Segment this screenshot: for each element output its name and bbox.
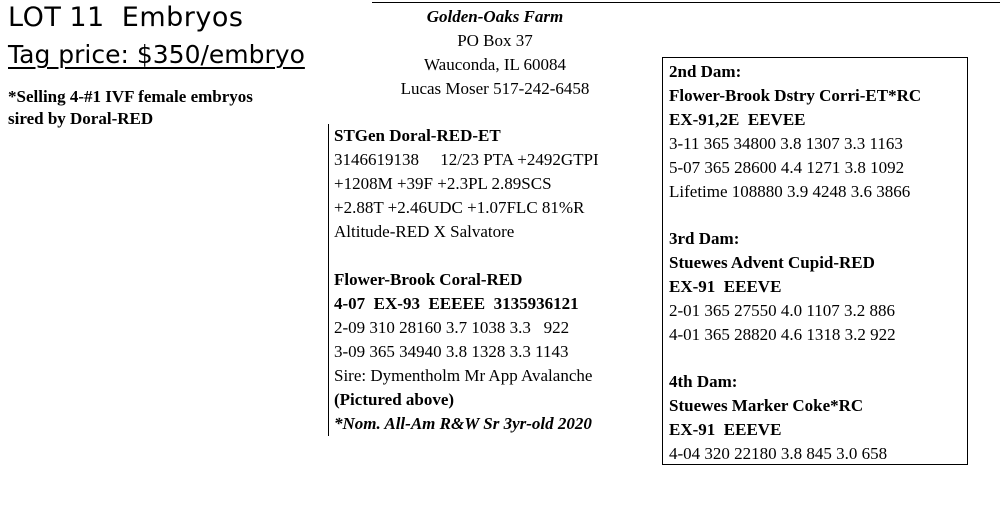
second-dam-record: Lifetime 108880 3.9 4248 3.6 3866 xyxy=(669,182,911,201)
second-dam-header: 2nd Dam: xyxy=(669,62,742,81)
farm-city: Wauconda, IL 60084 xyxy=(424,55,566,74)
pedigree-sire-dam xyxy=(328,124,654,436)
lot-title xyxy=(8,2,243,33)
selling-note-line: sired by Doral-RED xyxy=(8,109,154,128)
dam-nomination: *Nom. All-Am R&W Sr 3yr-old 2020 xyxy=(334,414,592,433)
fourth-dam-classification: EX-91 EEEVE xyxy=(669,420,782,439)
fourth-dam-record: 4-04 320 22180 3.8 845 3.0 658 xyxy=(669,444,888,463)
pedigree-box xyxy=(662,57,968,465)
farm-contact: Lucas Moser 517-242-6458 xyxy=(400,79,590,98)
second-dam-classification: EX-91,2E EEVEE xyxy=(669,110,806,129)
dam-pictured-note: (Pictured above) xyxy=(334,390,455,409)
sire-info-line: 3146619138 12/23 PTA +2492GTPI xyxy=(334,150,599,169)
selling-note xyxy=(8,86,308,130)
dam-name: Flower-Brook Coral-RED xyxy=(334,270,523,289)
tag-price: Tag price: $350/embryo xyxy=(8,40,305,69)
dam-sire: Sire: Dymentholm Mr App Avalanche xyxy=(334,366,593,385)
selling-note-line: *Selling 4-#1 IVF female embryos xyxy=(8,87,253,106)
lot-kind: Embryos xyxy=(121,2,244,33)
third-dam-name: Stuewes Advent Cupid-RED xyxy=(669,253,875,272)
sire-info-line: +2.88T +2.46UDC +1.07FLC 81%R xyxy=(334,198,585,217)
dam-record: 2-09 310 28160 3.7 1038 3.3 922 xyxy=(334,318,570,337)
farm-info xyxy=(370,5,620,101)
second-dam-record: 3-11 365 34800 3.8 1307 3.3 1163 xyxy=(669,134,903,153)
third-dam-classification: EX-91 EEEVE xyxy=(669,277,782,296)
sire-info-line: Altitude-RED X Salvatore xyxy=(334,222,515,241)
third-dam-record: 4-01 365 28820 4.6 1318 3.2 922 xyxy=(669,325,896,344)
farm-name: Golden-Oaks Farm xyxy=(426,7,564,26)
dam-classification: 4-07 EX-93 EEEEE 3135936121 xyxy=(334,294,579,313)
lot-number: 11 xyxy=(69,2,105,33)
farm-po-box: PO Box 37 xyxy=(457,31,533,50)
third-dam-header: 3rd Dam: xyxy=(669,229,740,248)
dam-record: 3-09 365 34940 3.8 1328 3.3 1143 xyxy=(334,342,569,361)
sire-name: STGen Doral-RED-ET xyxy=(334,126,501,145)
third-dam-record: 2-01 365 27550 4.0 1107 3.2 886 xyxy=(669,301,896,320)
lot-label: LOT xyxy=(8,2,62,33)
fourth-dam-header: 4th Dam: xyxy=(669,372,738,391)
top-rule xyxy=(372,2,1000,3)
second-dam-record: 5-07 365 28600 4.4 1271 3.8 1092 xyxy=(669,158,905,177)
second-dam-name: Flower-Brook Dstry Corri-ET*RC xyxy=(669,86,922,105)
fourth-dam-name: Stuewes Marker Coke*RC xyxy=(669,396,864,415)
sire-info-line: +1208M +39F +2.3PL 2.89SCS xyxy=(334,174,552,193)
